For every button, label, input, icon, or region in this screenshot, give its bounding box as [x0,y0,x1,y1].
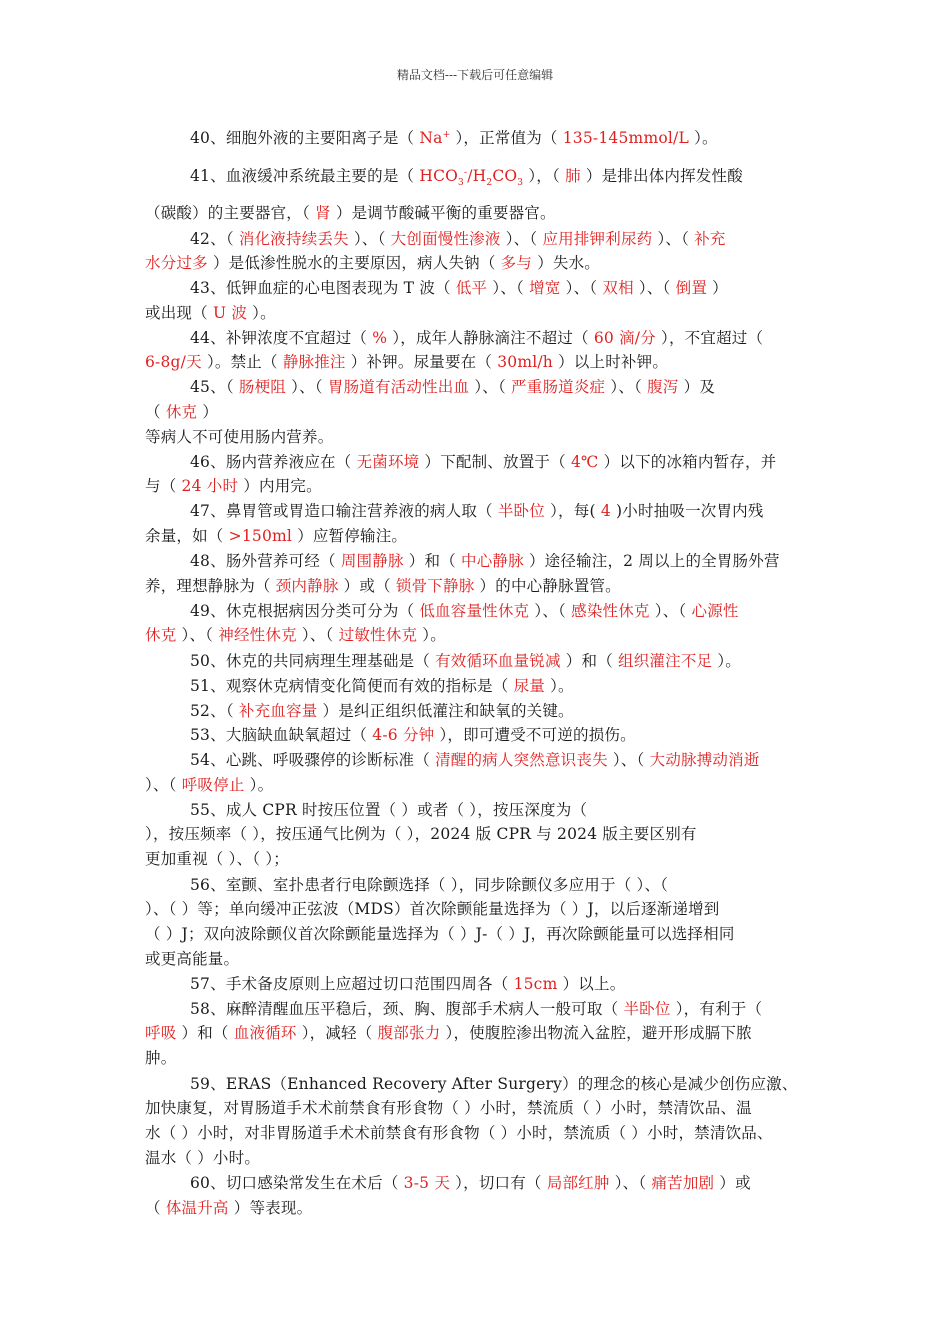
text-line [145,302,950,324]
line-text: ）是低渗性脱水的主要原因，病人失钠（ [207,254,501,272]
text-line [145,823,950,845]
line-text: ）以下的冰箱内暂存，并 [598,453,777,471]
answer-text: CO [492,167,518,185]
line-text: ）的中心静脉置管。 [474,577,621,595]
line-text: 51、观察休克病情变化简便而有效的指标是（ [190,677,514,695]
answer-text: 4-6 分钟 [372,726,435,744]
answer-text: 30ml/h [497,353,553,371]
text-line [190,874,950,896]
text-line [145,1047,950,1069]
line-text: ）补钾。尿量要在（ [345,353,498,371]
page-header: 精品文档---下载后可任意编辑 [396,68,554,82]
answer-text: 135-145mmol/L [562,129,689,147]
text-line [190,724,950,746]
answer-text: 肠梗阻 [238,378,287,396]
line-text: ） [707,279,728,297]
superscript: + [442,129,451,140]
line-text: 40、细胞外液的主要阳离子是（ [190,129,420,147]
text-line [145,848,950,870]
text-line [145,575,950,597]
answer-text: 呼吸 [145,1024,177,1042]
line-text: ），按压频率（ ），按压通气比例为（ ），2024 版 CPR 与 2024 版主要区别有 [145,825,697,843]
answer-text: 应用排钾利尿药 [542,230,653,248]
text-line [190,277,950,299]
text-line [190,327,950,349]
answer-text: 肺 [565,167,581,185]
line-text: （ [145,403,166,421]
text-line [190,998,950,1020]
answer-text: 颈内静脉 [275,577,339,595]
answer-text: 休克 [145,626,177,644]
line-text: ）。 [417,626,446,644]
answer-text: 呼吸停止 [181,776,245,794]
answer-text: 肾 [315,204,331,222]
answer-text: 半卧位 [623,1000,671,1018]
answer-text: 体温升高 [165,1199,229,1217]
answer-text: 有效循环血量锐减 [435,652,561,670]
line-text: ）和（ [176,1024,234,1042]
line-text: ）、（ [176,626,219,644]
line-text: ），有利于（ [670,1000,763,1018]
line-text: ），正常值为（ [450,129,563,147]
answer-text: 休克 [165,403,198,421]
line-text: ）、（ [529,602,572,620]
line-text: ）、（ [348,230,391,248]
line-text: ）和（ [560,652,619,670]
text-line [145,1097,950,1119]
answer-text: 痛苦加剧 [651,1174,715,1192]
line-text: （ [145,1199,166,1217]
answer-text: 周围静脉 [340,552,404,570]
line-text: 等病人不可使用肠内营养。 [145,428,334,446]
text-line [190,500,950,522]
answer-text: 心源性 [691,602,739,620]
line-text: ）是排出体内挥发性酸 [580,167,743,185]
answer-text: 局部红肿 [546,1174,610,1192]
text-line [145,475,950,497]
line-text: ），使腹腔渗出物流入盆腔，避开形成膈下脓 [440,1024,752,1042]
text-line [145,202,950,224]
line-text: 更加重视（ ）、（ ）； [145,850,290,868]
answer-text: 锁骨下静脉 [395,577,475,595]
text-line [190,799,950,821]
line-text: 加快康复，对胃肠道手术术前禁食有形食物（ ）小时，禁流质（ ）小时，禁清饮品、温 [145,1099,752,1117]
line-text: ）是调节酸碱平衡的重要器官。 [330,204,556,222]
line-text: ），每( [544,502,601,520]
text-line [145,252,950,274]
line-text: 59、ERAS（Enhanced Recovery After Surgery）的理念的核心是减少创伤应激、 [190,1075,798,1093]
line-text: ）途径输注，2 周以上的全胃肠外营 [523,552,780,570]
text-line [145,1197,950,1219]
text-line [190,700,950,722]
line-text: （ ）J；双向波除颤仪首次除颤能量选择为（ ）J-（ ）J，再次除颤能量可以选择相同 [145,925,735,943]
line-text: 养，理想静脉为（ [145,577,276,595]
answer-text: 静脉推注 [282,353,346,371]
text-line [190,228,950,250]
line-text: ）或（ [338,577,396,595]
line-text: ）、（ [607,751,650,769]
line-text: ）。 [544,677,574,695]
text-line [190,376,950,398]
answer-text: 双相 [602,279,634,297]
answer-text: Na [419,129,443,147]
line-text: ）。禁止（ [201,353,283,371]
answer-text: 倒置 [675,279,708,297]
answer-text: 3-5 天 [403,1174,451,1192]
answer-text: 神经性休克 [218,626,297,644]
answer-text: 24 小时 [181,477,239,495]
answer-text: 腹泻 [647,378,679,396]
text-line [190,127,950,149]
answer-text: 补充血容量 [238,702,318,720]
answer-text: 腹部张力 [377,1024,441,1042]
line-text: ），即可遭受不可逆的损伤。 [434,726,636,744]
line-text: 48、肠外营养可经（ [190,552,341,570]
text-line [190,973,950,995]
line-text: 42、（ [190,230,239,248]
answer-text: U 波 [212,304,248,322]
line-text: 54、心跳、呼吸骤停的诊断标准（ [190,751,436,769]
line-text: 46、肠内营养液应在（ [190,453,357,471]
line-text: ）以上。 [557,975,626,993]
answer-text: 感染性休克 [571,602,650,620]
line-text: 余量，如（ [145,527,229,545]
text-line [145,525,950,547]
line-text: ）及 [678,378,716,396]
line-text: 58、麻醉清醒血压平稳后，颈、胸、腹部手术病人一般可取（ [190,1000,624,1018]
line-text: 肿。 [145,1049,177,1067]
text-line [145,898,950,920]
line-text: ）应暂停输注。 [292,527,408,545]
answer-text: 补充 [694,230,726,248]
answer-text: 低血容量性休克 [419,602,530,620]
text-line [145,1022,950,1044]
answer-text: 4 [600,502,611,520]
answer-text: 水分过多 [145,254,208,272]
line-text: 41、血液缓冲系统最主要的是（ [190,167,420,185]
line-text: 45、（ [190,378,239,396]
line-text: 57、手术备皮原则上应超过切口范围四周各（ [190,975,514,993]
text-line [190,600,950,622]
line-text: 53、大脑缺血缺氧超过（ [190,726,373,744]
line-text: 44、补钾浓度不宜超过（ [190,329,373,347]
line-text: 温水（ ）小时。 [145,1149,261,1167]
line-text: 水（ ）小时，对非胃肠道手术术前禁食有形食物（ ）小时，禁流质（ ）小时，禁清饮品、 [145,1124,773,1142]
text-line [190,1073,950,1095]
line-text: ）以上时补钾。 [553,353,669,371]
line-text: ），切口有（ [450,1174,547,1192]
answer-text: 15cm [513,975,558,993]
line-text: ）、（ [286,378,328,396]
answer-text: 60 滴/分 [593,329,656,347]
line-text: ）下配制、放置于（ [419,453,571,471]
line-text: ）。 [244,776,274,794]
line-text: ）、（ [633,279,676,297]
answer-text: 清醒的病人突然意识丧失 [435,751,608,769]
line-text: ）、（ [649,602,692,620]
answer-text: 血液循环 [233,1024,297,1042]
text-line [145,1147,950,1169]
answer-text: 大动脉搏动消逝 [649,751,760,769]
line-text: ）内用完。 [238,477,322,495]
line-text: ），不宜超过（ [655,329,764,347]
line-text: ）、（ [609,1174,652,1192]
text-line [145,351,950,373]
line-text: ）或 [714,1174,751,1192]
line-text: ）是纠正组织低灌注和缺氧的关键。 [317,702,574,720]
answer-text: 过敏性休克 [338,626,418,644]
line-text: ）。 [712,652,742,670]
line-text: 49、休克根据病因分类可分为（ [190,602,420,620]
line-text: ）、（ [560,279,603,297]
line-text: 55、成人 CPR 时按压位置（ ）或者（ ），按压深度为（ [190,801,588,819]
line-text: ）。 [247,304,276,322]
line-text: ） [197,403,219,421]
superscript: - [463,167,468,178]
text-line [145,426,950,448]
answer-text: 消化液持续丢失 [238,230,349,248]
answer-text: 多与 [500,254,533,272]
line-text: ）、（ [500,230,543,248]
line-text: ），减轻（ [296,1024,378,1042]
line-text: ）、（ ）等；单向缓冲正弦波（MDS）首次除颤能量选择为（ ）J，以后逐渐递增到 [145,900,720,918]
text-line [190,650,950,672]
text-line [145,923,950,945]
text-line [145,1122,950,1144]
answer-text: 胃肠道有活动性出血 [327,378,470,396]
line-text: 52、（ [190,702,239,720]
line-text: ），成年人静脉滴注不超过（ [387,329,594,347]
line-text: ）和（ [403,552,462,570]
text-line [145,774,950,796]
line-text: ）、（ [296,626,339,644]
line-text: ）失水。 [532,254,601,272]
answer-text: % [372,329,388,347]
line-text: ）、（ [469,378,512,396]
line-text: ）、（ [145,776,182,794]
line-text: 56、室颤、室扑患者行电除颤选择（ ），同步除颤仪多应用于（ ）、（ [190,876,669,894]
text-line [190,550,950,572]
subscript: 3 [517,178,524,189]
line-text: ）等表现。 [228,1199,313,1217]
answer-text: 中心静脉 [461,552,524,570]
text-line [190,749,950,771]
answer-text: /H [467,167,487,185]
line-text: ），（ [523,167,566,185]
answer-text: 大创面慢性渗液 [390,230,501,248]
line-text: 60、切口感染常发生在术后（ [190,1174,404,1192]
answer-text: 增宽 [529,279,561,297]
subscript: 3 [458,178,464,189]
line-text: ）。 [688,129,718,147]
answer-text: >150ml [228,527,293,545]
answer-text: 严重肠道炎症 [511,378,606,396]
text-line [145,401,950,423]
line-text: 或出现（ [145,304,213,322]
answer-text: 半卧位 [497,502,545,520]
text-line [190,1172,950,1194]
line-text: 43、低钾血症的心电图表现为 T 波（ [190,279,456,297]
answer-text: 尿量 [513,677,545,695]
line-text: ）、（ [487,279,530,297]
answer-text: HCO [419,167,459,185]
line-text: 与（ [145,477,182,495]
line-text: )小时抽吸一次胃内残 [610,502,764,520]
line-text: 50、休克的共同病理生理基础是（ [190,652,436,670]
answer-text: 无菌环境 [356,453,420,471]
text-line [190,451,950,473]
subscript: 2 [486,178,493,189]
text-line [190,165,950,187]
line-text: （碳酸）的主要器官，（ [145,204,316,222]
line-text: ）、（ [605,378,648,396]
line-text: 或更高能量。 [145,950,240,968]
answer-text: 组织灌注不足 [618,652,713,670]
text-line [145,624,950,646]
answer-text: 低平 [455,279,488,297]
line-text: 47、鼻胃管或胃造口输注营养液的病人取（ [190,502,498,520]
answer-text: 4℃ [570,453,599,471]
text-line [190,675,950,697]
line-text: ）、（ [652,230,695,248]
text-line [145,948,950,970]
answer-text: 6-8g/天 [145,353,202,371]
